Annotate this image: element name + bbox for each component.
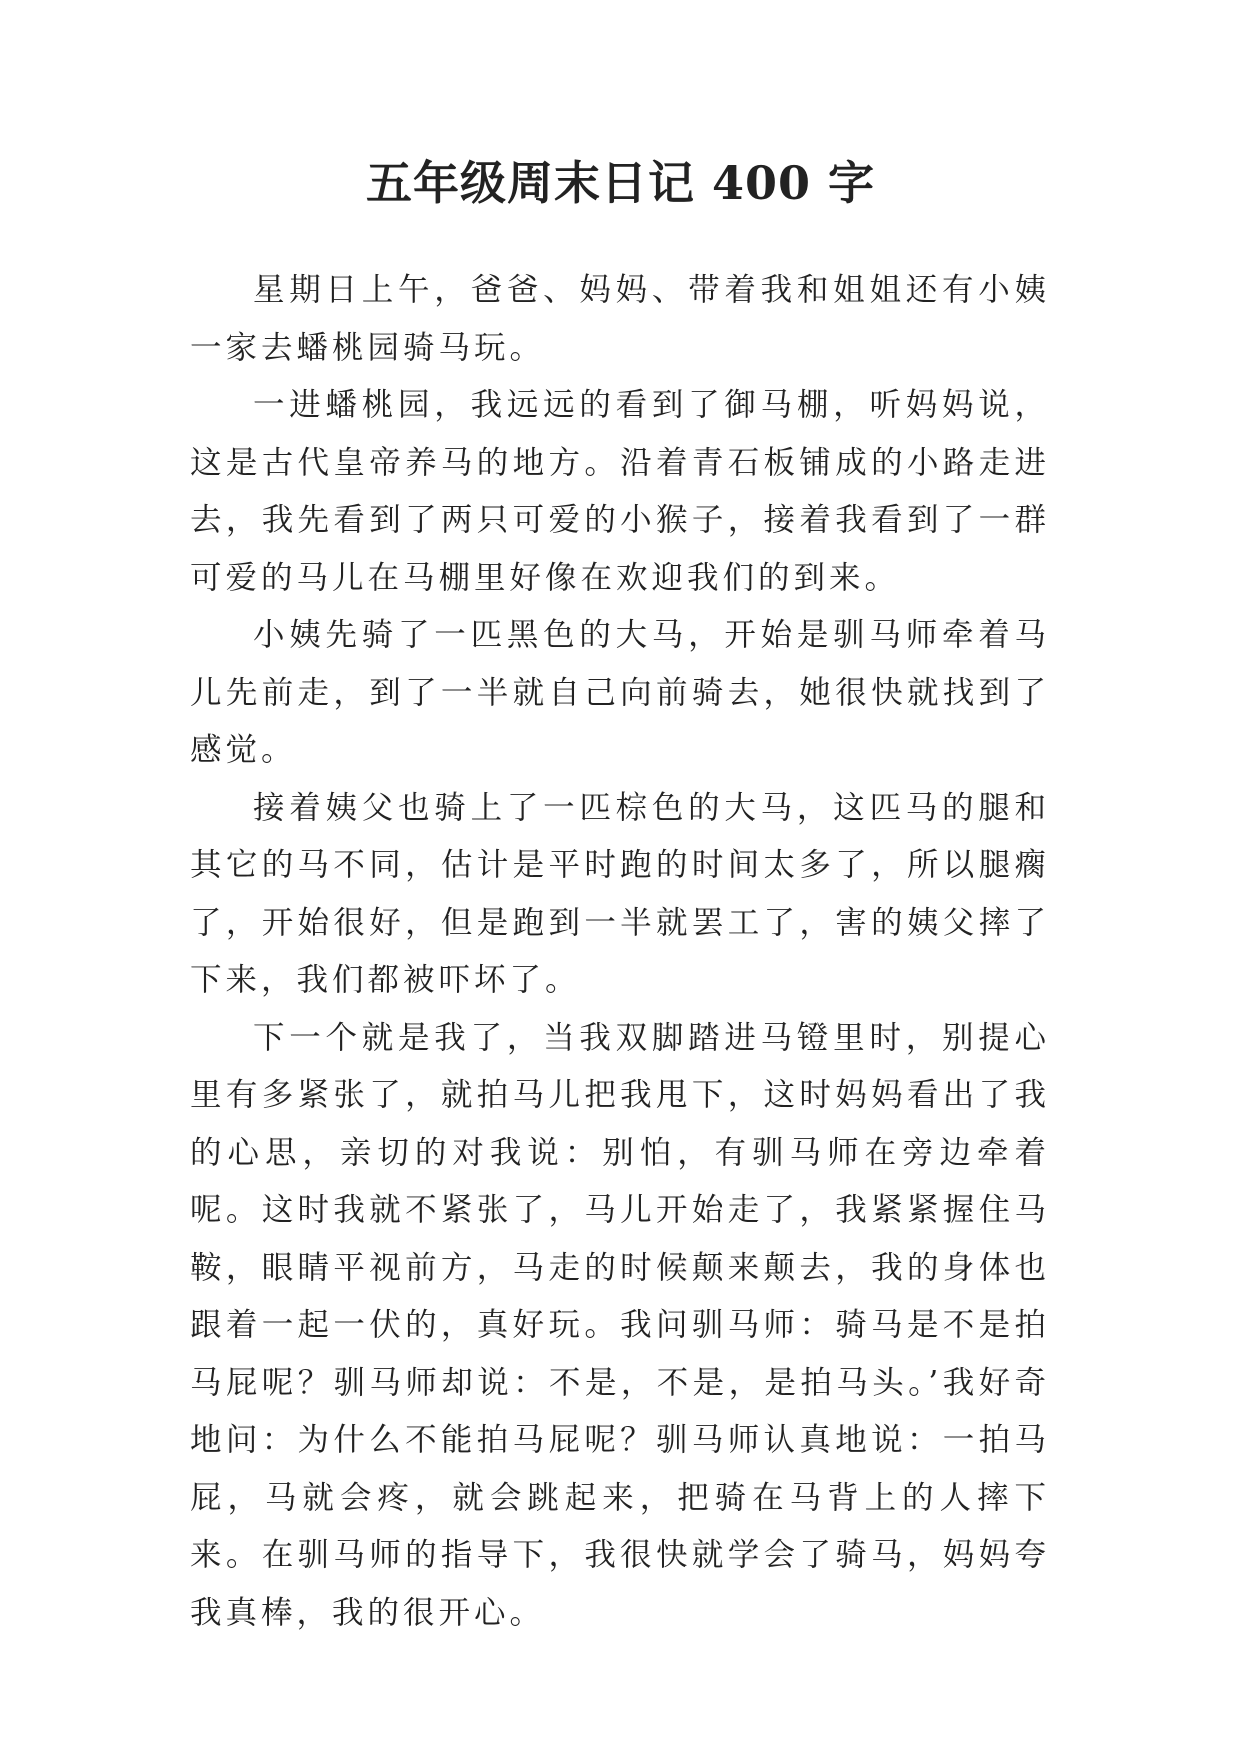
paragraph: 小姨先骑了一匹黑色的大马，开始是驯马师牵着马儿先前走，到了一半就自己向前骑去，她很快就找到了感觉。 (190, 617, 1050, 768)
paragraph: 星期日上午，爸爸、妈妈、带着我和姐姐还有小姨一家去蟠桃园骑马玩。 (190, 272, 1050, 366)
paragraph: 接着姨父也骑上了一匹棕色的大马，这匹马的腿和其它的马不同，估计是平时跑的时间太多了，所以腿瘸了，开始很好，但是跑到一半就罢工了，害的姨父摔了下来，我们都被吓坏了。 (190, 789, 1050, 998)
document-title: 五年级周末日记 400 字 (365, 156, 876, 210)
document-body (190, 262, 1050, 1642)
paragraph: 下一个就是我了，当我双脚踏进马镫里时，别提心里有多紧张了，就拍马儿把我甩下，这时妈妈看出了我的心思，亲切的对我说：别怕，有驯马师在旁边牵着呢。这时我就不紧张了，马儿开始走了，我紧紧握住马鞍，眼睛平视前方，马走的时候颠来颠去，我的身体也跟着一起一伏的，真好玩。我问驯马师：骑马是不是拍马屁呢？驯马师却说：不是，不是，是拍马头。’我好奇地问：为什么不能拍马屁呢？驯马师认真地说：一拍马屁，马就会疼，就会跳起来，把骑在马背上的人摔下来。在驯马师的指导下，我很快就学会了骑马，妈妈夸我真棒，我的很开心。 (190, 1019, 1050, 1631)
paragraph: 一进蟠桃园，我远远的看到了御马棚，听妈妈说，这是古代皇帝养马的地方。沿着青石板铺成的小路走进去，我先看到了两只可爱的小猴子，接着我看到了一群可爱的马儿在马棚里好像在欢迎我们的到来。 (190, 387, 1050, 596)
